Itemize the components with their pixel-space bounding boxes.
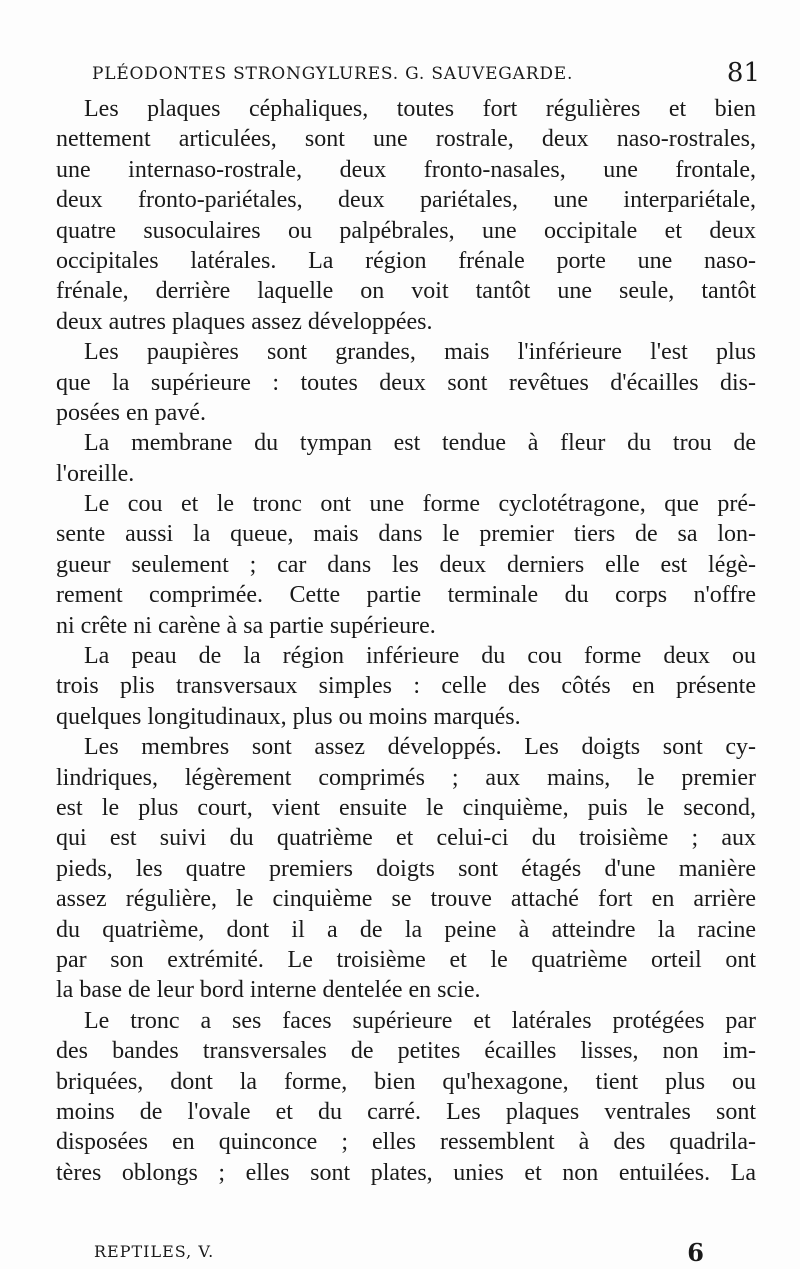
text-line: Le cou et le tronc ont une forme cyclotétragone, que pré- xyxy=(84,491,756,518)
text-line: deux autres plaques assez développées. xyxy=(56,308,433,335)
text-line: quelques longitudinaux, plus ou moins marqués. xyxy=(56,703,521,730)
text-line: pieds, les quatre premiers doigts sont étagés d'une manière xyxy=(56,855,756,882)
printer-signature: REPTILES, V. xyxy=(94,1242,215,1261)
signature-line xyxy=(94,1238,754,1267)
text-line: est le plus court, vient ensuite le cinquième, puis le second, xyxy=(56,794,756,821)
text-line: lindriques, légèrement comprimés ; aux mains, le premier xyxy=(56,764,756,791)
text-line: Le tronc a ses faces supérieure et latérales protégées par xyxy=(84,1007,756,1034)
text-line: sente aussi la queue, mais dans le premier tiers de sa lon- xyxy=(56,521,756,548)
text-line: gueur seulement ; car dans les deux derniers elle est légè- xyxy=(56,551,756,578)
text-line: disposées en quinconce ; elles ressemblent à des quadrila- xyxy=(56,1129,756,1156)
text-line: tères oblongs ; elles sont plates, unies et non entuilées. La xyxy=(56,1159,756,1186)
text-line: La membrane du tympan est tendue à fleur du trou de xyxy=(84,430,756,457)
text-line: frénale, derrière laquelle on voit tantôt une seule, tantôt xyxy=(56,278,756,305)
text-line: briquées, dont la forme, bien qu'hexagone, tient plus ou xyxy=(56,1068,756,1095)
text-line: par son extrémité. Le troisième et le quatrième orteil ont xyxy=(56,946,756,973)
text-line: Les membres sont assez développés. Les doigts sont cy- xyxy=(84,734,756,761)
text-line: nettement articulées, sont une rostrale, deux naso-rostrales, xyxy=(56,126,756,153)
body-text xyxy=(56,94,756,1188)
text-line: des bandes transversales de petites écailles lisses, non im- xyxy=(56,1038,756,1065)
text-line: Les plaques céphaliques, toutes fort régulières et bien xyxy=(84,96,756,122)
text-line: La peau de la région inférieure du cou forme deux ou xyxy=(84,643,756,670)
running-head xyxy=(92,58,760,90)
text-line: que la supérieure : toutes deux sont revêtues d'écailles dis- xyxy=(56,369,756,396)
text-line: qui est suivi du quatrième et celui-ci du troisième ; aux xyxy=(56,825,756,852)
text-line: du quatrième, dont il a de la peine à atteindre la racine xyxy=(56,916,756,943)
text-line: moins de l'ovale et du carré. Les plaques ventrales sont xyxy=(56,1098,756,1125)
text-line: ni crête ni carène à sa partie supérieure. xyxy=(56,612,436,639)
text-line: rement comprimée. Cette partie terminale du corps n'offre xyxy=(56,582,756,609)
text-line: une internaso-rostrale, deux fronto-nasales, une frontale, xyxy=(56,156,756,183)
text-line: la base de leur bord interne dentelée en scie. xyxy=(56,977,481,1004)
text-line: l'oreille. xyxy=(56,460,135,487)
text-line: Les paupières sont grandes, mais l'inférieure l'est plus xyxy=(84,339,756,366)
text-line: deux fronto-pariétales, deux pariétales, une interpariétale, xyxy=(56,187,756,214)
text-line: trois plis transversaux simples : celle des côtés en présente xyxy=(56,673,756,700)
text-line: quatre susoculaires ou palpébrales, une occipitale et deux xyxy=(56,217,756,244)
text-line: posées en pavé. xyxy=(56,399,206,426)
running-head-title: PLÉODONTES STRONGYLURES. G. SAUVEGARDE. xyxy=(92,64,574,84)
page-number: 81 xyxy=(726,58,760,88)
sheet-number: 6 xyxy=(687,1238,704,1267)
text-line: occipitales latérales. La région frénale porte une naso- xyxy=(56,247,756,274)
text-line: assez régulière, le cinquième se trouve attaché fort en arrière xyxy=(56,886,756,913)
